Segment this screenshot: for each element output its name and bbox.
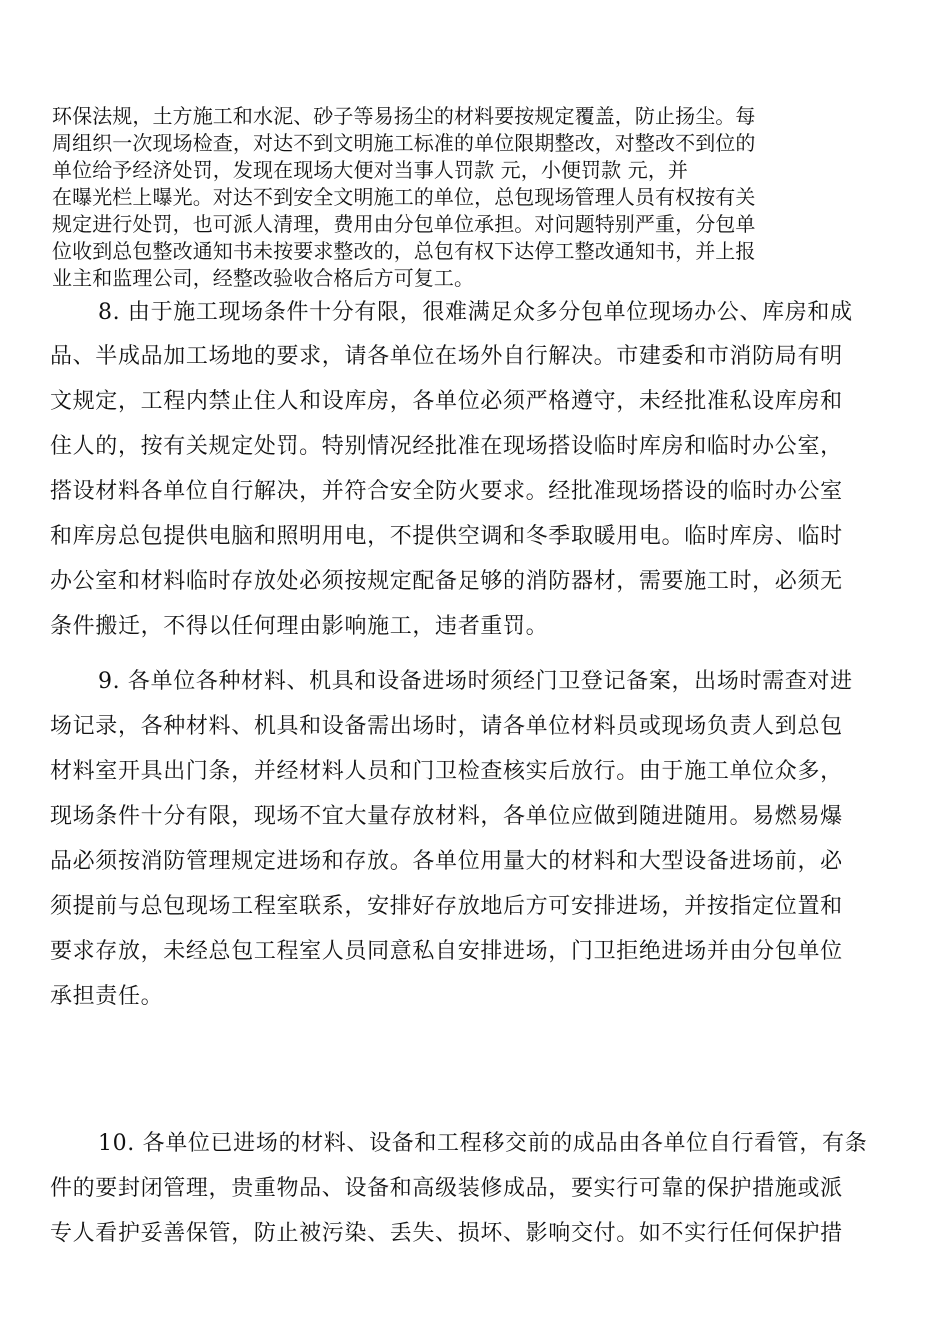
paragraph-line: 文规定，工程内禁止住人和设库房，各单位必须严格遵守，未经批准私设库房和 [50, 389, 843, 414]
paragraph-line: 品必须按消防管理规定进场和存放。各单位用量大的材料和大型设备进场前，必 [50, 849, 843, 874]
paragraph-line: 承担责任。 [50, 984, 164, 1009]
paragraph-line: 材料室开具出门条，并经材料人员和门卫检查核实后放行。由于施工单位众多， [50, 759, 843, 784]
intro-line: 在曝光栏上曝光。对达不到安全文明施工的单位，总包现场管理人员有权按有关 [52, 185, 756, 209]
paragraph-line: 品、半成品加工场地的要求，请各单位在场外自行解决。市建委和市消防局有明 [50, 344, 843, 369]
paragraph-line: 搭设材料各单位自行解决，并符合安全防火要求。经批准现场搭设的临时办公室 [50, 479, 843, 504]
intro-line: 单位给予经济处罚，发现在现场大便对当事人罚款 元，小便罚款 元，并 [52, 158, 689, 182]
intro-line: 环保法规，土方施工和水泥、砂子等易扬尘的材料要按规定覆盖，防止扬尘。每 [52, 104, 756, 128]
intro-line: 规定进行处罚，也可派人清理，费用由分包单位承担。对问题特别严重，分包单 [52, 212, 756, 236]
paragraph-line: 要求存放，未经总包工程室人员同意私自安排进场，门卫拒绝进场并由分包单位 [50, 939, 843, 964]
paragraph-line: 专人看护妥善保管，防止被污染、丢失、损坏、影响交付。如不实行任何保护措 [50, 1221, 843, 1246]
paragraph-line: 9. 各单位各种材料、机具和设备进场时须经门卫登记备案，出场时需查对进 [98, 669, 853, 694]
paragraph-line: 条件搬迁，不得以任何理由影响施工，违者重罚。 [50, 614, 549, 639]
intro-line: 周组织一次现场检查，对达不到文明施工标准的单位限期整改，对整改不到位的 [52, 131, 756, 155]
paragraph-line: 场记录，各种材料、机具和设备需出场时，请各单位材料员或现场负责人到总包 [50, 714, 843, 739]
intro-line: 业主和监理公司，经整改验收合格后方可复工。 [52, 266, 475, 290]
paragraph-line: 10. 各单位已进场的材料、设备和工程移交前的成品由各单位自行看管，有条 [98, 1131, 868, 1156]
paragraph-line: 和库房总包提供电脑和照明用电，不提供空调和冬季取暖用电。临时库房、临时 [50, 524, 843, 549]
paragraph-line: 住人的，按有关规定处罚。特别情况经批准在现场搭设临时库房和临时办公室， [50, 434, 843, 459]
paragraph-line: 件的要封闭管理，贵重物品、设备和高级装修成品，要实行可靠的保护措施或派 [50, 1176, 843, 1201]
paragraph-line: 须提前与总包现场工程室联系，安排好存放地后方可安排进场，并按指定位置和 [50, 894, 843, 919]
intro-line: 位收到总包整改通知书未按要求整改的，总包有权下达停工整改通知书，并上报 [52, 239, 756, 263]
paragraph-line: 办公室和材料临时存放处必须按规定配备足够的消防器材，需要施工时，必须无 [50, 569, 843, 594]
paragraph-line: 现场条件十分有限，现场不宜大量存放材料，各单位应做到随进随用。易燃易爆 [50, 804, 843, 829]
paragraph-line: 8. 由于施工现场条件十分有限，很难满足众多分包单位现场办公、库房和成 [98, 300, 853, 325]
